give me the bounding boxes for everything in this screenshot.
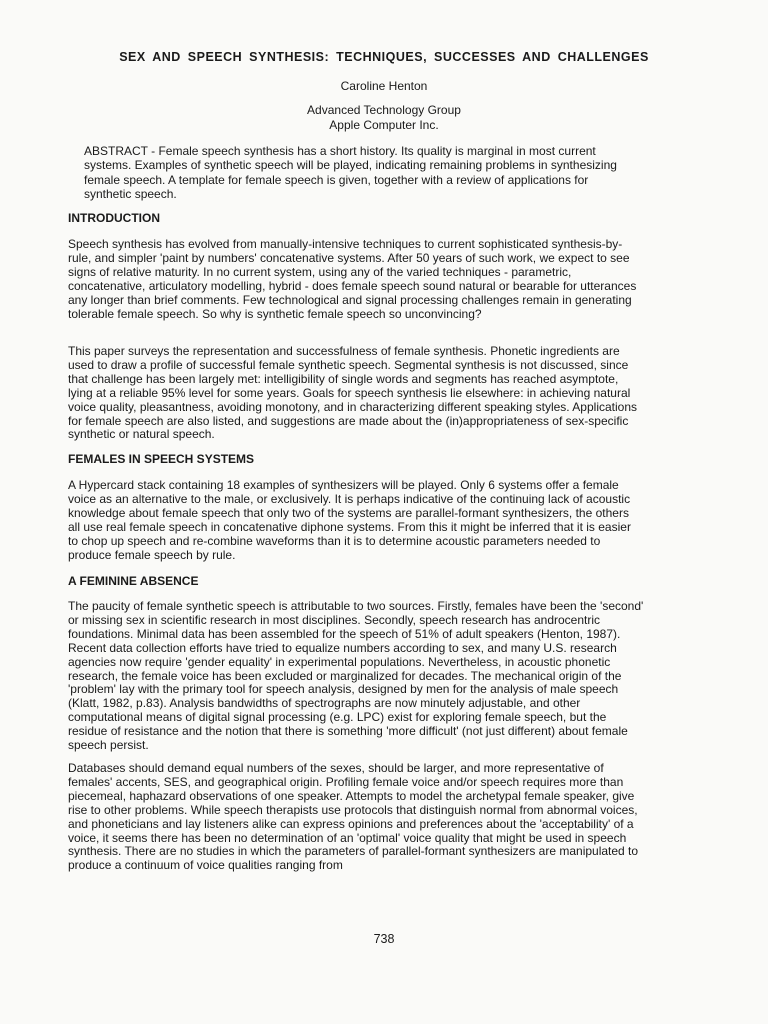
paragraph: Databases should demand equal numbers of the sexes, should be larger, and more representative of females' accents, SES, and geographical origin. Profiling female voice and/or speech requires more than piecemeal, haphazard observations of one speaker. Attempts to model the archetypal female speaker, give rise to other problems. While speech therapists use protocols that distinguish normal from abnormal voices, and phoneticians and lay listeners alike can express opinions and preferences about the 'acceptability' of a voice, it seems there has been no determination of an 'optimal' voice quality that might be used in speech synthesis. There are no studies in which the parameters of parallel-formant synthesizers are manipulated to produce a continuum of voice qualities ranging from xyxy=(68,761,639,873)
affiliation-line: Advanced Technology Group xyxy=(307,103,461,117)
author-affiliation xyxy=(0,103,768,133)
section-heading-absence: A FEMININE ABSENCE xyxy=(68,574,199,588)
page-number: 738 xyxy=(373,932,395,946)
section-heading-introduction: INTRODUCTION xyxy=(68,211,160,225)
paragraph: Speech synthesis has evolved from manually-intensive techniques to current sophisticated synthesis-by-rule, and simpler 'paint by numbers' concatenative systems. After 50 years of such work, we expect to see signs of relative maturity. In no current system, using any of the varied techniques - parametric, concatenative, articulatory modelling, hybrid - does female speech sound natural or bearable for utterances any longer than brief comments. Few technological and signal processing challenges remain in generating tolerable female speech. So why is synthetic female speech so unconvincing? xyxy=(68,237,637,321)
paragraph: This paper surveys the representation and successfulness of female synthesis. Phonetic ingredients are used to draw a profile of successful female synthetic speech. Segmental synthesis is not discussed, since that challenge has been largely met: intelligibility of single words and segments has reached asymptote, lying at a reliable 95% level for some years. Goals for speech synthesis lie elsewhere: in achieving natural voice quality, pleasantness, avoiding monotony, and in characterizing different speaking styles. Applications for female speech are also listed, and suggestions are made about the (in)appropriateness of sex-specific synthetic or natural speech. xyxy=(68,344,638,442)
abstract: ABSTRACT - Female speech synthesis has a short history. Its quality is marginal in most current systems. Examples of synthetic speech will be played, indicating remaining problems in synthesizing female speech. A template for female speech is given, together with a review of applications for synthetic speech. xyxy=(84,144,617,201)
author-name: Caroline Henton xyxy=(340,79,428,93)
paragraph: The paucity of female synthetic speech is attributable to two sources. Firstly, females have been the 'second' or missing sex in scientific research in most disciplines. Secondly, speech research has androcentric foundations. Minimal data has been assembled for the speech of 51% of adult speakers (Henton, 1987). Recent data collection efforts have tried to equalize numbers according to sex, and many U.S. research agencies now require 'gender equality' in experimental populations. Nevertheless, in acoustic phonetic research, the female voice has been excluded or marginalized for decades. The mechanical origin of the 'problem' lay with the primary tool for speech analysis, designed by men for the analysis of male speech (Klatt, 1982, p.83). Analysis bandwidths of spectrographs are now minutely adjustable, and other computational means of digital signal processing (e.g. LPC) exist for exploring female speech, but the residue of resistance and the notion that there is something 'more difficult' (not just different) about female speech persist. xyxy=(68,599,644,753)
section-heading-females: FEMALES IN SPEECH SYSTEMS xyxy=(68,452,255,466)
paragraph: A Hypercard stack containing 18 examples of synthesizers will be played. Only 6 systems offer a female voice as an alternative to the male, or exclusively. It is perhaps indicative of the continuing lack of acoustic knowledge about female speech that only two of the systems are parallel-formant synthesizers, the others all use real female speech in concatenative diphone systems. From this it might be inferred that it is easier to chop up speech and re-combine waveforms than it is to determine acoustic parameters needed to produce female speech by rule. xyxy=(68,478,631,562)
affiliation-line: Apple Computer Inc. xyxy=(329,118,439,132)
paper-title: SEX AND SPEECH SYNTHESIS: TECHNIQUES, SUCCESSES AND CHALLENGES xyxy=(119,50,649,64)
